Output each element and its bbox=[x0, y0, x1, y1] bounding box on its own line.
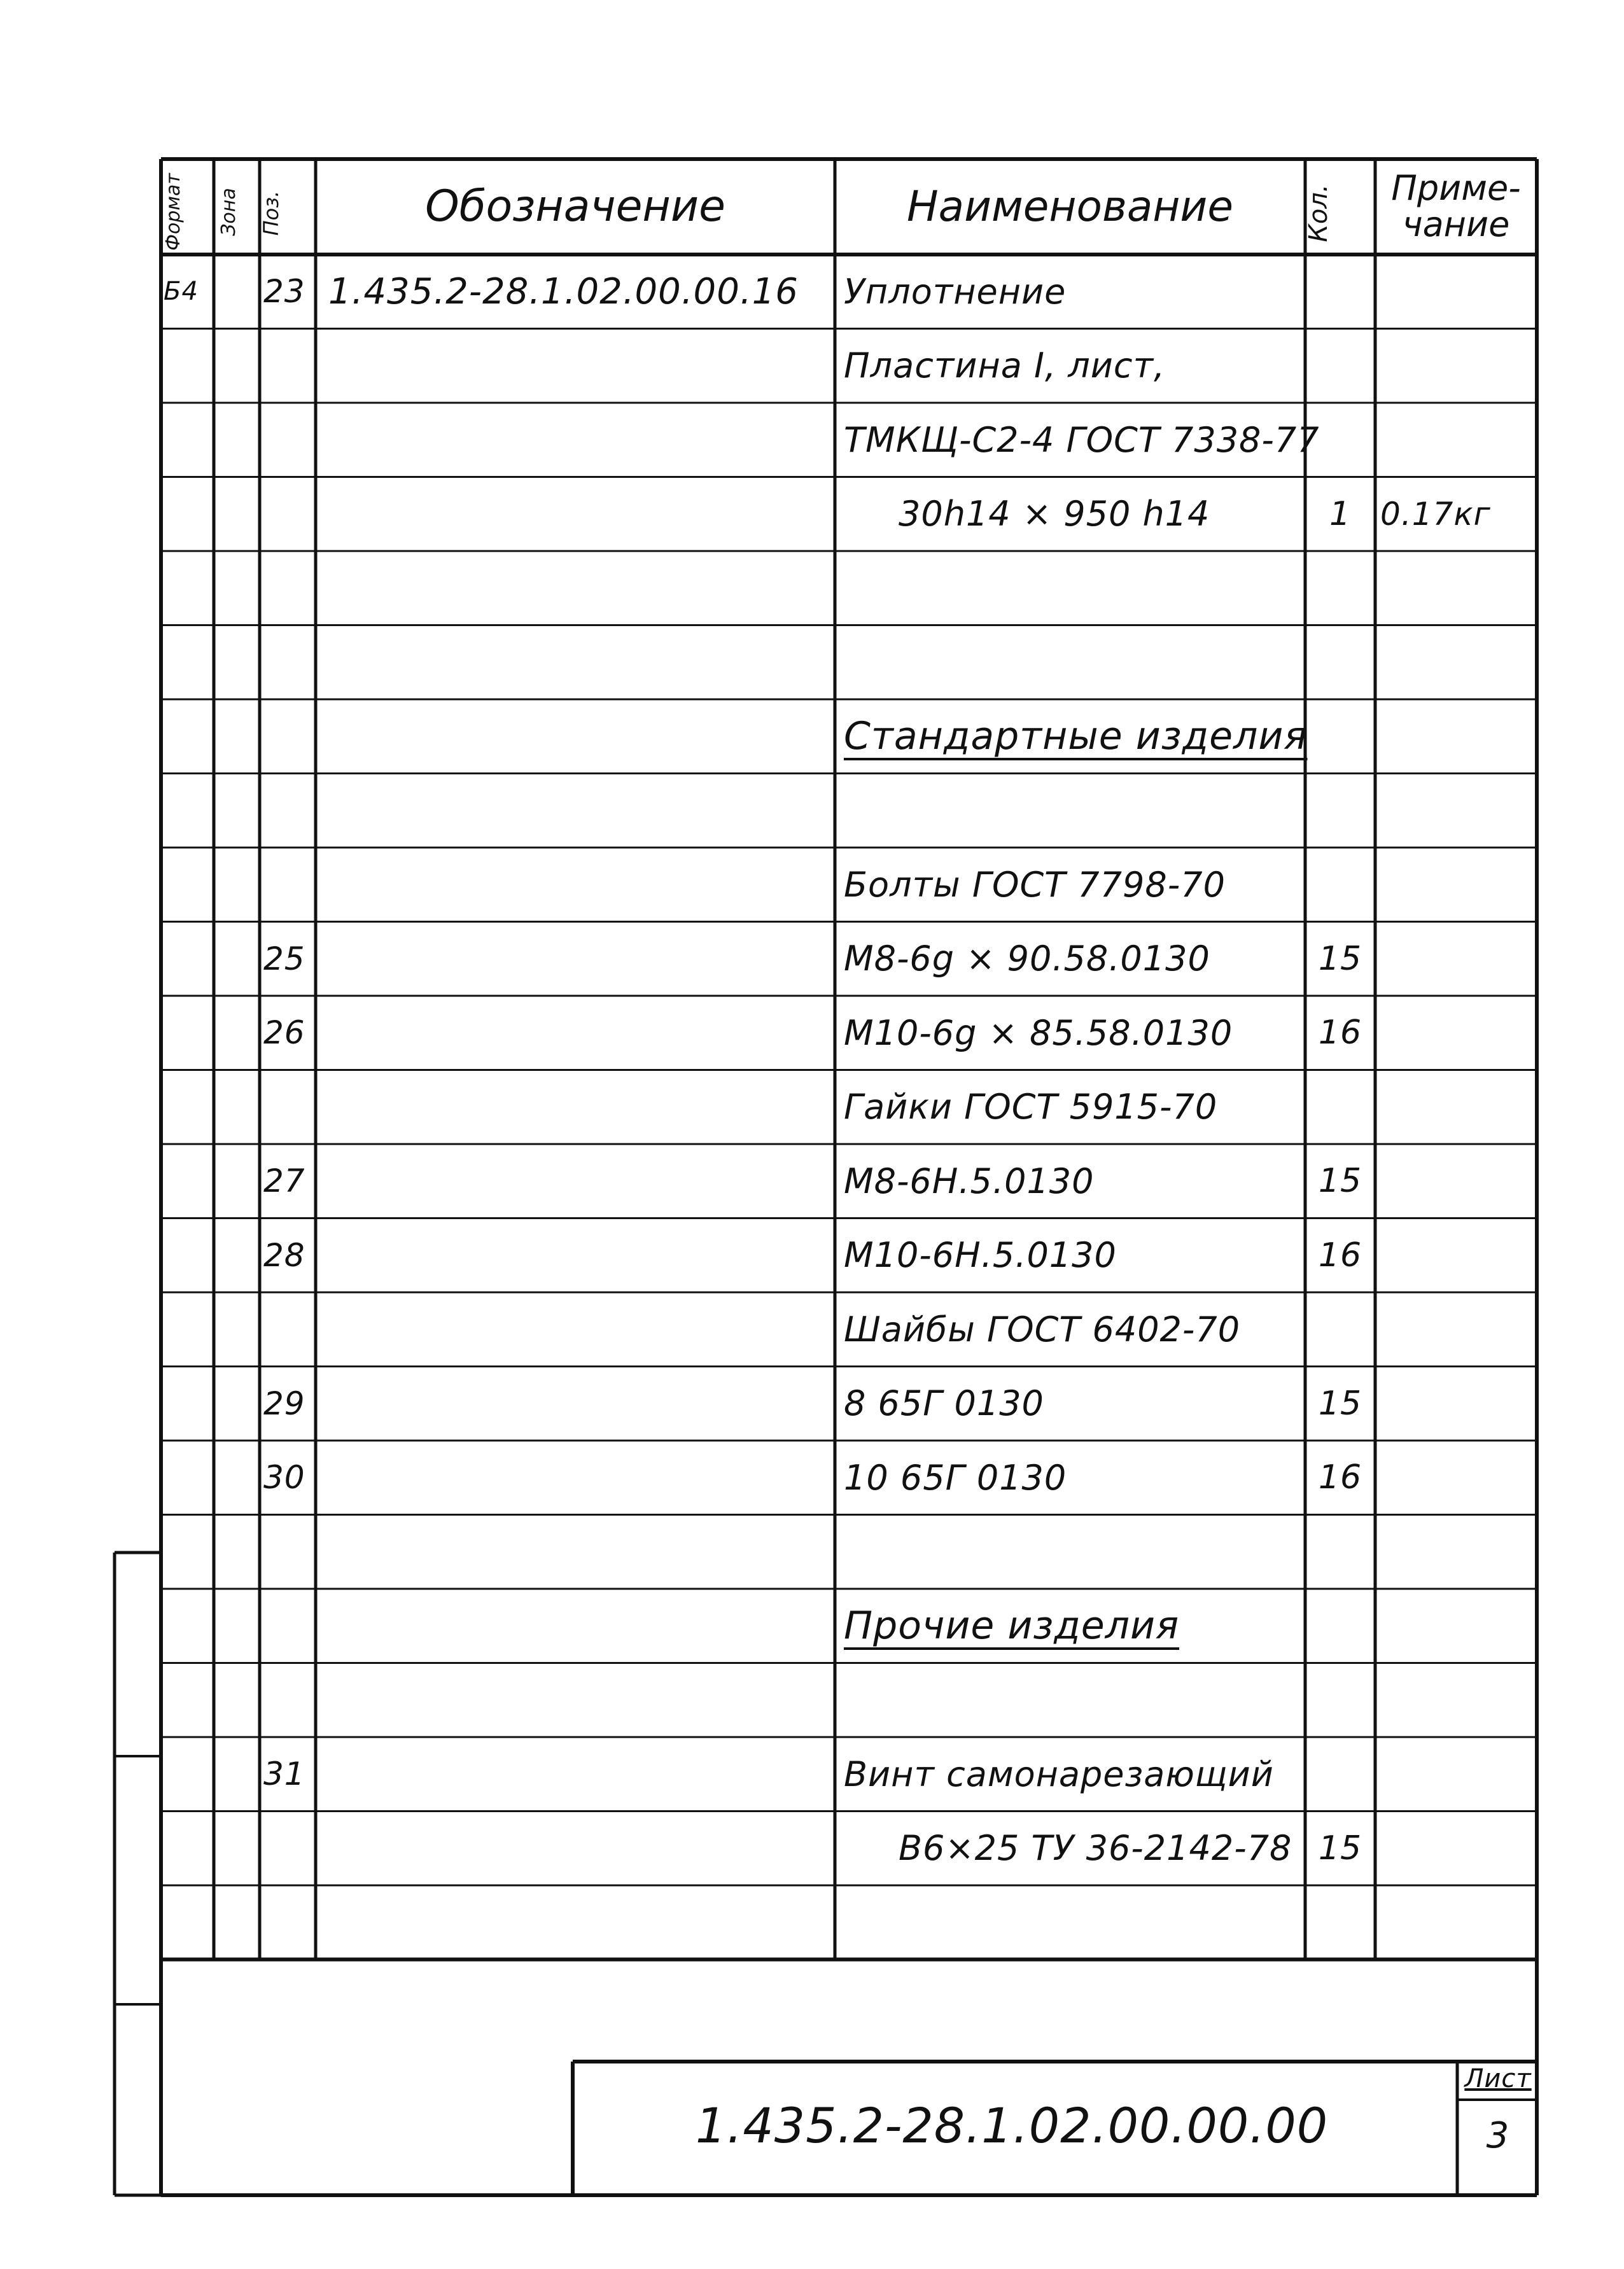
cell-pos bbox=[263, 1885, 316, 1960]
cell-pos bbox=[263, 774, 316, 848]
cell-note bbox=[1380, 996, 1537, 1070]
cell-pos bbox=[263, 329, 316, 403]
cell-designation bbox=[328, 774, 835, 848]
cell-pos: 31 bbox=[263, 1756, 305, 1793]
cell-designation bbox=[328, 1441, 835, 1515]
cell-name: Стандартные изделия bbox=[844, 714, 1308, 759]
cell-designation bbox=[328, 699, 835, 774]
table-row bbox=[0, 1589, 1624, 1663]
cell-qty bbox=[1305, 1589, 1375, 1663]
cell-format bbox=[164, 922, 214, 996]
cell-note bbox=[1380, 1737, 1537, 1812]
table-row bbox=[0, 625, 1624, 700]
cell-designation bbox=[328, 403, 835, 477]
header-designation: Обозначение bbox=[425, 181, 725, 232]
header-format: Формат bbox=[162, 173, 185, 251]
cell-qty: 16 bbox=[1318, 1236, 1362, 1274]
cell-format bbox=[164, 1292, 214, 1367]
cell-name: 30h14 × 950 h14 bbox=[899, 494, 1210, 534]
cell-designation: 1.435.2-28.1.02.00.00.16 bbox=[328, 270, 799, 312]
cell-pos: 27 bbox=[263, 1162, 305, 1200]
table-row bbox=[0, 1292, 1624, 1367]
cell-name: Винт самонарезающий bbox=[844, 1754, 1274, 1794]
cell-note bbox=[1380, 625, 1537, 700]
cell-format bbox=[164, 403, 214, 477]
cell-name: Уплотнение bbox=[844, 271, 1067, 312]
cell-format bbox=[164, 477, 214, 552]
cell-designation bbox=[328, 1515, 835, 1589]
cell-qty bbox=[1305, 255, 1375, 329]
cell-note bbox=[1380, 1812, 1537, 1886]
table-row bbox=[0, 996, 1624, 1070]
cell-name: М10-6g × 85.58.0130 bbox=[844, 1012, 1233, 1053]
cell-note bbox=[1380, 922, 1537, 996]
cell-qty bbox=[1305, 1070, 1375, 1145]
cell-designation bbox=[328, 922, 835, 996]
cell-note bbox=[1380, 329, 1537, 403]
cell-note bbox=[1380, 255, 1537, 329]
cell-designation bbox=[328, 1663, 835, 1738]
cell-note bbox=[1380, 1885, 1537, 1960]
cell-note bbox=[1380, 1663, 1537, 1738]
cell-format bbox=[164, 1070, 214, 1145]
cell-name: 8 65Г 0130 bbox=[844, 1383, 1044, 1424]
cell-designation bbox=[328, 848, 835, 922]
cell-note bbox=[1380, 551, 1537, 625]
cell-pos bbox=[263, 848, 316, 922]
header-note bbox=[1375, 159, 1537, 255]
cell-pos: 28 bbox=[263, 1236, 305, 1274]
cell-qty bbox=[1305, 774, 1375, 848]
cell-pos bbox=[263, 403, 316, 477]
header-pos: Поз. bbox=[259, 190, 283, 236]
table-row bbox=[0, 922, 1624, 996]
table-row bbox=[0, 774, 1624, 848]
cell-format bbox=[164, 1144, 214, 1218]
table-row bbox=[0, 1515, 1624, 1589]
header-note-line2: чание bbox=[1402, 204, 1510, 244]
cell-note bbox=[1380, 1441, 1537, 1515]
table-row bbox=[0, 1663, 1624, 1738]
table-row bbox=[0, 1367, 1624, 1441]
cell-qty bbox=[1305, 329, 1375, 403]
cell-format bbox=[164, 848, 214, 922]
document-code: 1.435.2-28.1.02.00.00.00 bbox=[695, 2097, 1329, 2154]
table-row bbox=[0, 1737, 1624, 1812]
cell-qty: 15 bbox=[1318, 1384, 1362, 1423]
cell-designation bbox=[328, 1070, 835, 1145]
cell-format bbox=[164, 699, 214, 774]
cell-note bbox=[1380, 1367, 1537, 1441]
cell-pos bbox=[263, 551, 316, 625]
table-row bbox=[0, 255, 1624, 329]
cell-note bbox=[1380, 848, 1537, 922]
cell-designation bbox=[328, 996, 835, 1070]
cell-note bbox=[1380, 1070, 1537, 1145]
cell-name: В6×25 ТУ 36-2142-78 bbox=[899, 1828, 1292, 1869]
sheet-label: Лист bbox=[1464, 2064, 1532, 2093]
cell-pos bbox=[263, 1292, 316, 1367]
cell-designation bbox=[328, 1812, 835, 1886]
table-row bbox=[0, 403, 1624, 477]
cell-qty bbox=[1305, 403, 1375, 477]
cell-designation bbox=[328, 1218, 835, 1293]
cell-note bbox=[1380, 1589, 1537, 1663]
cell-qty: 15 bbox=[1318, 939, 1362, 978]
cell-qty bbox=[1305, 1885, 1375, 1960]
cell-qty bbox=[1305, 625, 1375, 700]
cell-pos: 23 bbox=[263, 273, 305, 311]
cell-name bbox=[844, 625, 1312, 700]
cell-pos: 29 bbox=[263, 1385, 305, 1422]
cell-format bbox=[164, 1737, 214, 1812]
cell-qty bbox=[1305, 1515, 1375, 1589]
cell-name: Шайбы ГОСТ 6402-70 bbox=[844, 1309, 1241, 1350]
table-row bbox=[0, 848, 1624, 922]
cell-note bbox=[1380, 774, 1537, 848]
cell-format bbox=[164, 1367, 214, 1441]
table-row bbox=[0, 1885, 1624, 1960]
cell-qty: 16 bbox=[1318, 1014, 1362, 1052]
cell-name bbox=[844, 774, 1312, 848]
cell-qty bbox=[1305, 1737, 1375, 1812]
cell-designation bbox=[328, 477, 835, 552]
cell-note bbox=[1380, 1218, 1537, 1293]
cell-name: ТМКЩ-С2-4 ГОСТ 7338-77 bbox=[844, 419, 1320, 460]
cell-qty: 16 bbox=[1318, 1458, 1362, 1497]
cell-pos bbox=[263, 1070, 316, 1145]
cell-pos: 26 bbox=[263, 1014, 305, 1052]
cell-qty bbox=[1305, 848, 1375, 922]
cell-note bbox=[1380, 1515, 1537, 1589]
table-row bbox=[0, 1070, 1624, 1145]
cell-pos bbox=[263, 1515, 316, 1589]
cell-qty: 15 bbox=[1318, 1829, 1362, 1868]
cell-designation bbox=[328, 1885, 835, 1960]
cell-pos bbox=[263, 1663, 316, 1738]
cell-note: 0.17кг bbox=[1380, 495, 1491, 533]
cell-name bbox=[844, 551, 1312, 625]
cell-designation bbox=[328, 329, 835, 403]
cell-designation bbox=[328, 1737, 835, 1812]
cell-name: М8-6g × 90.58.0130 bbox=[844, 939, 1210, 979]
cell-designation bbox=[328, 1144, 835, 1218]
table-row bbox=[0, 477, 1624, 552]
cell-format bbox=[164, 1218, 214, 1293]
table-row bbox=[0, 1218, 1624, 1293]
sheet-number: 3 bbox=[1486, 2114, 1510, 2156]
table-row bbox=[0, 1144, 1624, 1218]
cell-qty: 1 bbox=[1329, 494, 1352, 533]
cell-format bbox=[164, 1515, 214, 1589]
cell-designation bbox=[328, 551, 835, 625]
cell-name: Гайки ГОСТ 5915-70 bbox=[844, 1087, 1218, 1128]
cell-format bbox=[164, 1663, 214, 1738]
cell-name: Прочие изделия bbox=[844, 1603, 1180, 1649]
cell-qty: 15 bbox=[1318, 1162, 1362, 1201]
cell-note bbox=[1380, 699, 1537, 774]
cell-note bbox=[1380, 1292, 1537, 1367]
cell-pos: 25 bbox=[263, 940, 305, 977]
cell-note bbox=[1380, 403, 1537, 477]
cell-name bbox=[844, 1885, 1312, 1960]
cell-format: Б4 bbox=[164, 277, 199, 307]
header-qty: Кол. bbox=[1304, 184, 1333, 242]
table-row bbox=[0, 699, 1624, 774]
cell-designation bbox=[328, 1292, 835, 1367]
table-row bbox=[0, 329, 1624, 403]
table-row bbox=[0, 1812, 1624, 1886]
header-note-line1: Приме- bbox=[1391, 168, 1521, 209]
cell-name bbox=[844, 1515, 1312, 1589]
header-zone: Зона bbox=[218, 188, 240, 236]
cell-qty bbox=[1305, 1292, 1375, 1367]
cell-format bbox=[164, 1885, 214, 1960]
cell-format bbox=[164, 1441, 214, 1515]
cell-format bbox=[164, 1812, 214, 1886]
cell-name: 10 65Г 0130 bbox=[844, 1457, 1067, 1498]
cell-pos: 30 bbox=[263, 1459, 305, 1497]
cell-format bbox=[164, 774, 214, 848]
cell-designation bbox=[328, 1589, 835, 1663]
cell-name: М8-6Н.5.0130 bbox=[844, 1161, 1095, 1201]
cell-format bbox=[164, 996, 214, 1070]
cell-pos bbox=[263, 699, 316, 774]
cell-qty bbox=[1305, 551, 1375, 625]
cell-designation bbox=[328, 625, 835, 700]
header-name: Наименование bbox=[907, 182, 1233, 232]
cell-note bbox=[1380, 1144, 1537, 1218]
cell-pos bbox=[263, 625, 316, 700]
cell-designation bbox=[328, 1367, 835, 1441]
cell-format bbox=[164, 1589, 214, 1663]
cell-format bbox=[164, 625, 214, 700]
cell-name: М10-6Н.5.0130 bbox=[844, 1235, 1117, 1276]
cell-qty bbox=[1305, 699, 1375, 774]
cell-pos bbox=[263, 477, 316, 552]
cell-format bbox=[164, 329, 214, 403]
cell-name: Пластина I, лист, bbox=[844, 346, 1166, 386]
cell-pos bbox=[263, 1589, 316, 1663]
cell-format bbox=[164, 551, 214, 625]
table-row bbox=[0, 1441, 1624, 1515]
cell-qty bbox=[1305, 1663, 1375, 1738]
cell-pos bbox=[263, 1812, 316, 1886]
table-row bbox=[0, 551, 1624, 625]
cell-name: Болты ГОСТ 7798-70 bbox=[844, 864, 1226, 905]
cell-name bbox=[844, 1663, 1312, 1738]
